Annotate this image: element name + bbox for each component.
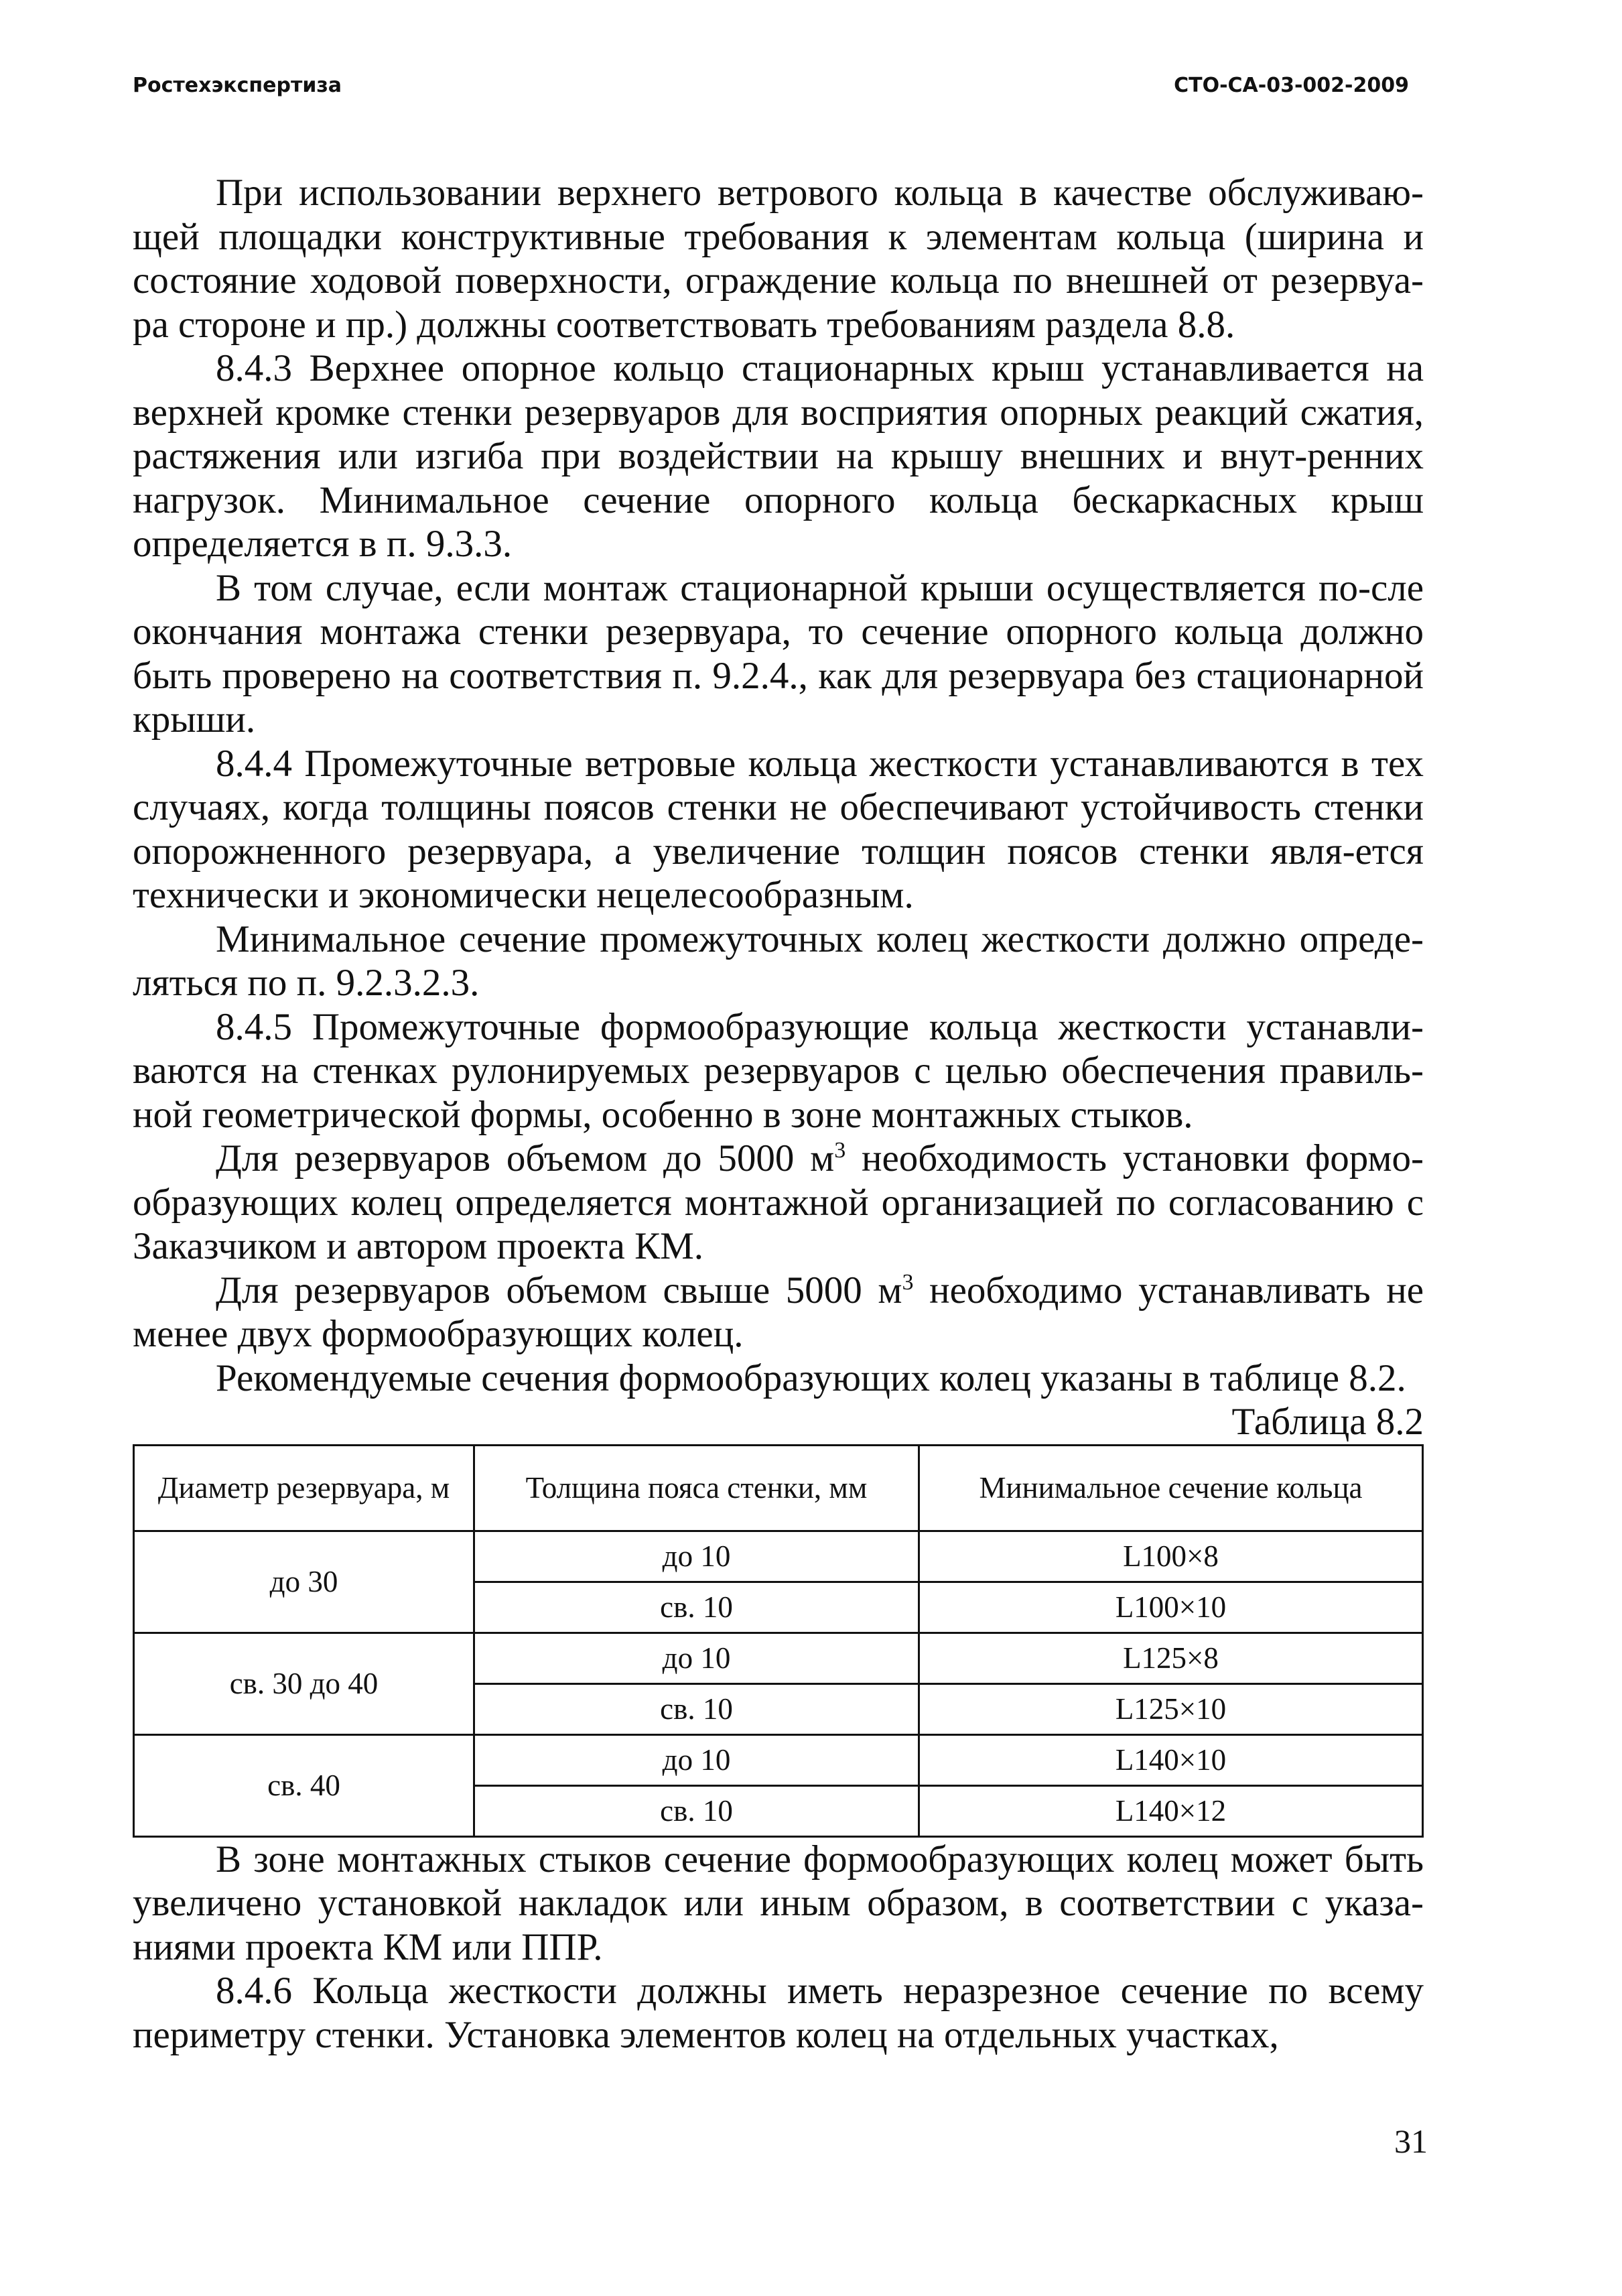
table-row [134,1633,1423,1683]
section-cell: L125×8 [919,1633,1423,1683]
paragraph: 8.4.6 Кольца жесткости должны иметь неразрезное сечение по всему периметру стенки. Установка элементов колец на отдельных участках, [133,1970,1424,2056]
paragraph-volume-up-to-5000 [133,1137,1424,1269]
paragraph: В зоне монтажных стыков сечение формообразующих колец может быть увеличено установкой накладок или иным образом, в соответствии с указа-ниями проекта КМ или ППР. [133,1838,1424,1968]
section-cell: L140×10 [919,1734,1423,1785]
header-organization: Ростехэкспертиза [133,74,342,97]
paragraph: Минимальное сечение промежуточных колец жесткости должно опреде-ляться по п. 9.2.3.2.3. [133,917,1424,1004]
table-caption: Таблица 8.2 [1231,1401,1424,1443]
table-header-row [134,1445,1423,1531]
superscript: 3 [902,1269,914,1295]
section-cell: L125×10 [919,1683,1423,1734]
table-row [134,1531,1423,1582]
paragraph: 8.4.3 Верхнее опорное кольцо стационарных крыш устанавливается на верхней кромке стенки резервуаров для восприятия опорных реакций сжатия, растяжения или изгиба при воздействии на крышу внешних и внут-ренних нагрузок. Минимальное сечение опорного кольца бескаркасных крыш определяется в п. 9.3.3. [133,347,1424,565]
paragraph-volume-over-5000 [133,1269,1424,1356]
paragraph: 8.4.4 Промежуточные ветровые кольца жесткости устанавливаются в тех случаях, когда толщины поясов стенки не обеспечивают устойчивость стенки опорожненного резервуара, а увеличение толщин поясов стенки явля-ется технически и экономически нецелесообразным. [133,742,1424,916]
section-cell: L100×10 [919,1582,1423,1633]
thickness-cell: св. 10 [474,1683,919,1734]
paragraph: В том случае, если монтаж стационарной крыши осуществляется по-сле окончания монтажа стенки резервуара, то сечение опорного кольца должно быть проверено на соответствия п. 9.2.4., как для резервуара без стационарной крыши. [133,566,1424,741]
thickness-cell: св. 10 [474,1582,919,1633]
section-cell: L140×12 [919,1785,1423,1836]
thickness-cell: св. 10 [474,1785,919,1836]
superscript: 3 [834,1138,846,1163]
paragraph: 8.4.5 Промежуточные формообразующие кольца жесткости устанавли-ваются на стенках рулонируемых резервуаров с целью обеспечения правиль-ной геометрической формы, особенно в зоне монтажных стыков. [133,1005,1424,1136]
header-section: Минимальное сечение кольца [919,1445,1423,1531]
section-cell: L100×8 [919,1531,1423,1582]
table-row [134,1734,1423,1785]
ring-section-table [133,1444,1424,1838]
text-part: Для резервуаров объемом свыше 5000 м [216,1269,902,1312]
thickness-cell: до 10 [474,1531,919,1582]
header-diameter: Диаметр резервуара, м [134,1445,474,1531]
thickness-cell: до 10 [474,1633,919,1683]
document-body [133,171,1424,2057]
header-thickness: Толщина пояса стенки, мм [474,1445,919,1531]
page-number: 31 [1394,2122,1428,2160]
diameter-cell: до 30 [134,1531,474,1633]
paragraph: При использовании верхнего ветрового кольца в качестве обслуживаю-щей площадки конструктивные требования к элементам кольца (ширина и состояние ходовой поверхности, ограждение кольца по внешней от резервуа-ра стороне и пр.) должны соответствовать требованиям раздела 8.8. [133,172,1424,346]
diameter-cell: св. 40 [134,1734,474,1836]
text-part: необходимость установки формо-образующих колец определяется монтажной организацией по согласованию с Заказчиком и автором проекта КМ. [133,1137,1424,1267]
header-document-code: СТО-СА-03-002-2009 [1174,74,1409,97]
paragraph: Рекомендуемые сечения формообразующих колец указаны в таблице 8.2. [216,1356,1406,1399]
text-part: Для резервуаров объемом до 5000 м [216,1137,835,1179]
diameter-cell: св. 30 до 40 [134,1633,474,1734]
text-part: необходимо устанавливать не менее двух формообразующих колец. [133,1269,1424,1355]
thickness-cell: до 10 [474,1734,919,1785]
